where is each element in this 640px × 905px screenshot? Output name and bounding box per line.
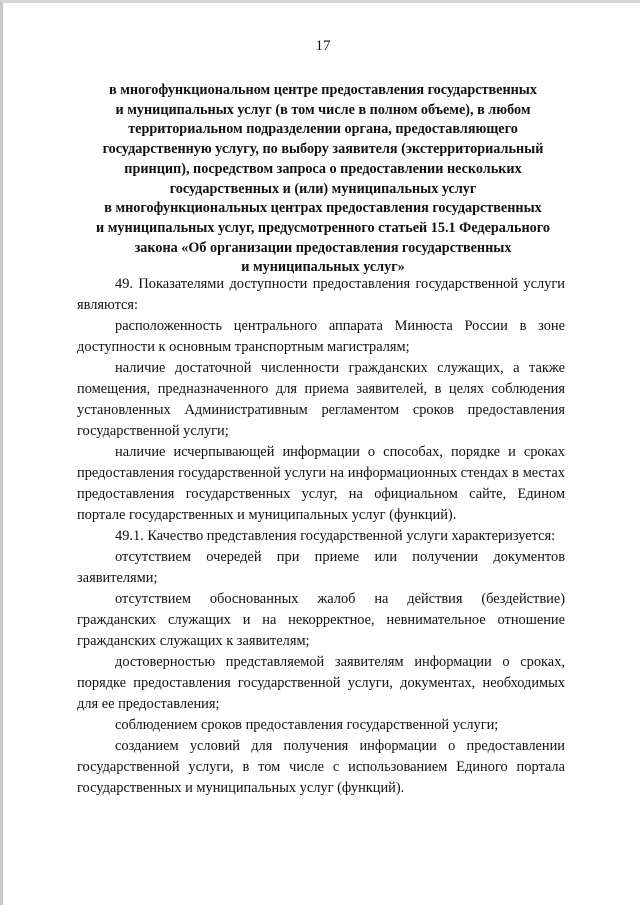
heading-line: государственную услугу, по выбору заявителя (экстерриториальный	[102, 141, 544, 158]
heading-line: государственных и (или) муниципальных услуг	[169, 180, 477, 197]
paragraph-information: наличие исчерпывающей информации о способах, порядке и сроках предоставления государственной услуги на информационных стендах в местах предоставления государственных услуг, на официальном сайте, Едином портале государственных и муниципальных услуг (функций).	[77, 444, 565, 523]
heading-line: и муниципальных услуг, предусмотренного статьей 15.1 Федерального	[96, 219, 550, 236]
paragraph-deadlines: соблюдением сроков предоставления государственной услуги;	[115, 717, 499, 733]
heading-line: закона «Об организации предоставления государственных	[134, 239, 512, 256]
page-number: 17	[315, 38, 331, 54]
paragraph-reliability: достоверностью представляемой заявителям информации о сроках, порядке предоставления государственной услуги, документах, необходимых для ее предоставления;	[77, 654, 565, 712]
heading-line: и муниципальных услуг (в том числе в полном объеме), в любом	[115, 101, 531, 118]
heading-line: в многофункциональных центрах предоставления государственных	[104, 200, 542, 217]
body-text	[77, 274, 565, 799]
heading-line: принцип), посредством запроса о предоставлении нескольких	[124, 160, 522, 177]
section-heading	[63, 81, 583, 278]
paragraph-complaints: отсутствием обоснованных жалоб на действия (бездействие) гражданских служащих и на некорректное, невнимательное отношение гражданских служащих к заявителям;	[77, 591, 565, 649]
paragraph-49: 49. Показателями доступности предоставления государственной услуги являются:	[77, 276, 565, 313]
paragraph-location: расположенность центрального аппарата Минюста России в зоне доступности к основным транспортным магистралям;	[77, 318, 565, 355]
paragraph-conditions: созданием условий для получения информации о предоставлении государственной услуги, в том числе с использованием Единого портала государственных и муниципальных услуг (функций).	[77, 738, 565, 796]
heading-line: в многофункциональном центре предоставления государственных	[109, 82, 537, 98]
heading-line: и муниципальных услуг»	[241, 259, 405, 276]
heading-line: территориальном подразделении органа, предоставляющего	[128, 121, 518, 138]
paragraph-staff: наличие достаточной численности гражданских служащих, а также помещения, предназначенного для приема заявителей, в целях соблюдения установленных Административным регламентом сроков предоставления государственной услуги;	[77, 360, 565, 439]
paragraph-queues: отсутствием очередей при приеме или получении документов заявителями;	[77, 549, 565, 586]
paragraph-49-1: 49.1. Качество представления государственной услуги характеризуется:	[115, 528, 556, 544]
